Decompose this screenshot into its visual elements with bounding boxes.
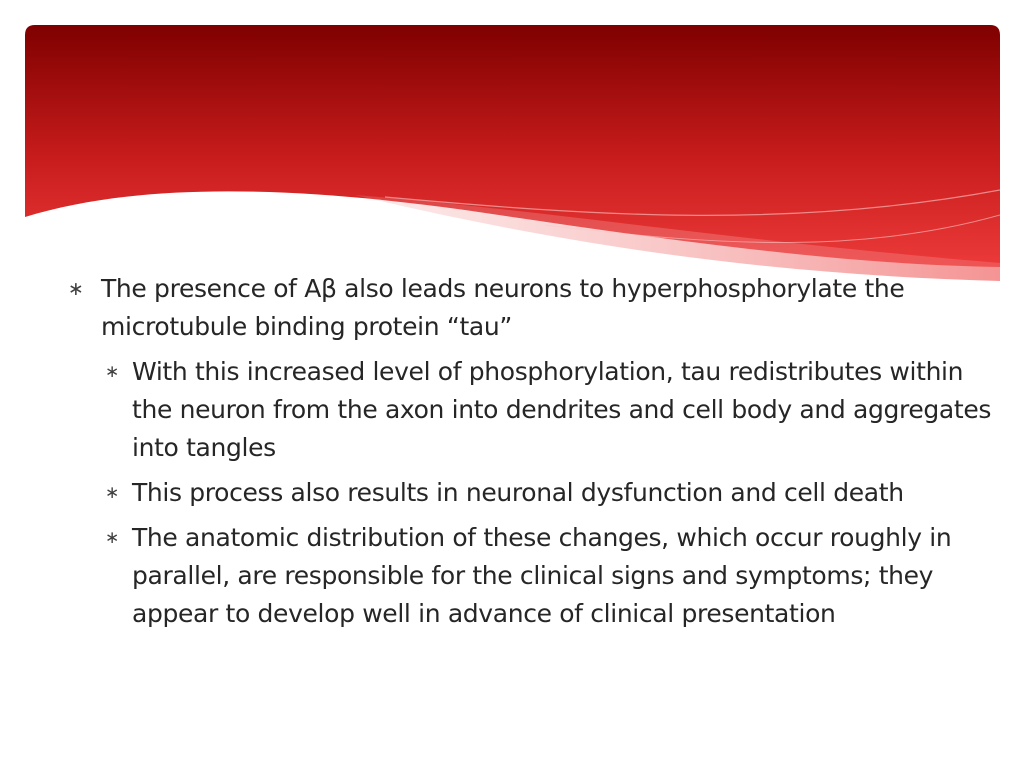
asterisk-bullet-icon: ∗ xyxy=(105,528,119,548)
bullet-text: The presence of Aβ also leads neurons to hyperphosphorylate the microtubule binding protein “tau” xyxy=(101,274,905,341)
bullet-text: The anatomic distribution of these changes, which occur roughly in parallel, are responsible for the clinical signs and symptoms; they appear to develop well in advance of clinical presentation xyxy=(132,523,952,628)
bullet-item xyxy=(66,270,996,346)
band-shape xyxy=(25,25,1000,267)
sub-bullet-item xyxy=(97,519,996,633)
sub-bullet-item xyxy=(97,474,996,512)
bullet-text: This process also results in neuronal dysfunction and cell death xyxy=(132,478,904,507)
asterisk-bullet-icon: ∗ xyxy=(105,483,119,503)
asterisk-bullet-icon: ∗ xyxy=(68,278,84,300)
header-wave-band xyxy=(25,25,1000,285)
bullet-list xyxy=(66,270,996,633)
sub-bullet-item xyxy=(97,353,996,467)
asterisk-bullet-icon: ∗ xyxy=(105,362,119,382)
bullet-text: With this increased level of phosphorylation, tau redistributes within the neuron from the axon into dendrites and cell body and aggregates into tangles xyxy=(132,357,992,462)
